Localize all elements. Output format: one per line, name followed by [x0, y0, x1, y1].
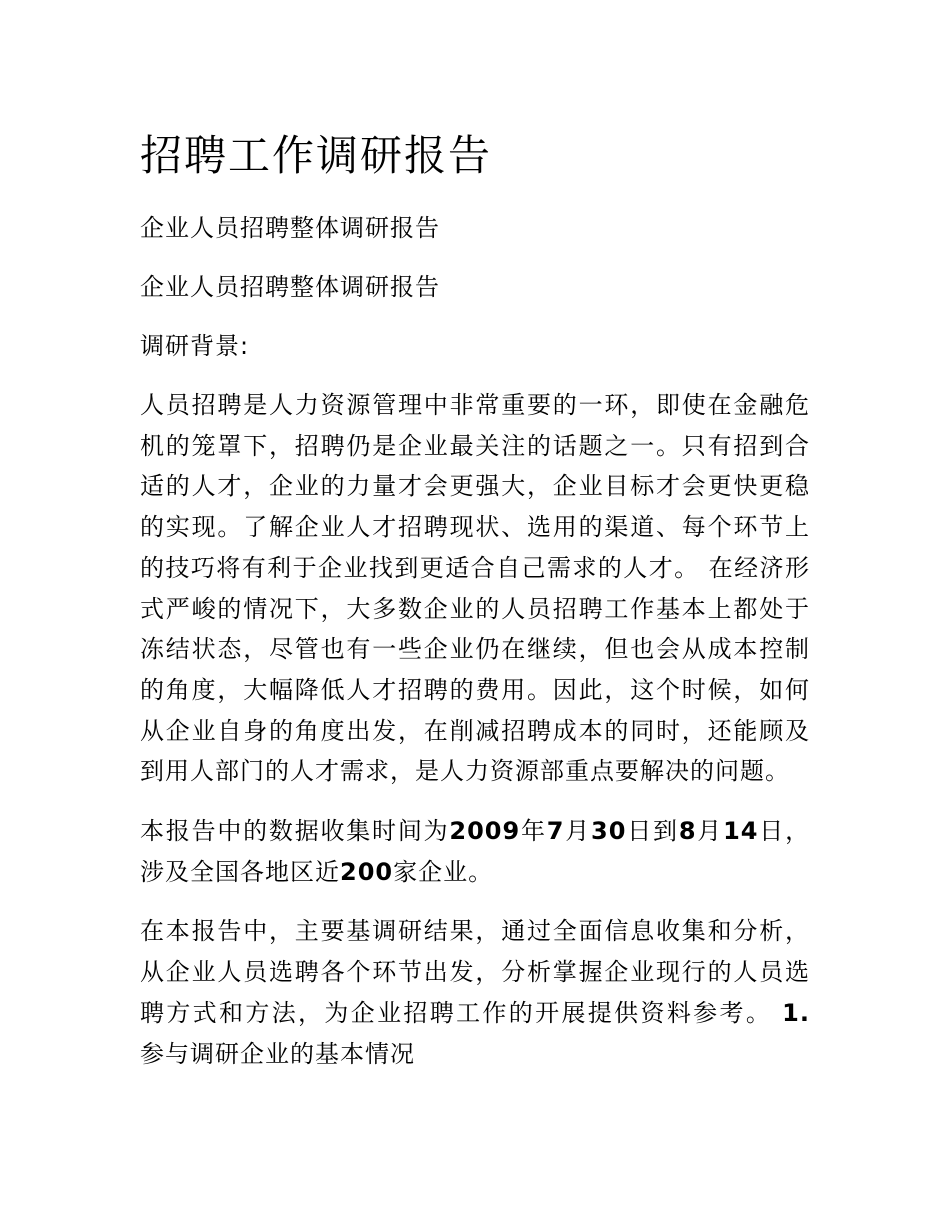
- subtitle-first: 企业人员招聘整体调研报告: [140, 214, 440, 242]
- paragraph-report-scope: [140, 911, 810, 1074]
- paragraph-data-period: [140, 811, 810, 892]
- start-day-value: 30: [591, 817, 627, 846]
- end-month-value: 8: [678, 817, 697, 846]
- end-day-value: 14: [723, 817, 759, 846]
- section-heading: 参与调研企业的基本情况: [140, 1039, 415, 1068]
- text-segment: 年: [520, 817, 547, 846]
- section-label-background: 调研背景:: [140, 332, 250, 360]
- company-count-value: 200: [340, 857, 394, 886]
- document-page: [140, 128, 810, 1093]
- section-number: 1.: [782, 998, 810, 1027]
- subtitle-second: 企业人员招聘整体调研报告: [140, 273, 440, 301]
- text-segment: 家企业。: [393, 857, 494, 886]
- text-segment: 月: [564, 817, 592, 846]
- document-title: 招聘工作调研报告: [140, 131, 493, 180]
- start-month-value: 7: [546, 817, 565, 846]
- text-segment: 日，涉及全国各地区近: [140, 817, 811, 886]
- text-segment: 在本报告中，主要基调研结果，通过全面信息收集和分析，从企业人员选聘各个环节出发，分析掌握企业现行的人员选聘方式和方法，为企业招聘工作的开展提供资料参考。: [140, 917, 810, 1027]
- text-segment: 日到: [626, 817, 679, 846]
- text-segment: 本报告中的数据收集时间为: [140, 817, 450, 846]
- paragraph-background: 人员招聘是人力资源管理中非常重要的一环，即使在金融危机的笼罩下，招聘仍是企业最关注的话题之一。只有招到合适的人才，企业的力量才会更强大，企业目标才会更快更稳的实现。了解企业人才招聘现状、选用的渠道、每个环节上的技巧将有利于企业找到更适合自己需求的人才。 在经济形式严峻的情况下，大多数企业的人员招聘工作基本上都处于冻结状态，尽管也有一些企业仍在继续，但也会从成本控制的角度，大幅降低人才招聘的费用。因此，这个时候，如何从企业自身的角度出发，在削减招聘成本的同时，还能顾及到用人部门的人才需求，是人力资源部重点要解决的问题。: [140, 391, 810, 786]
- year-value: 2009: [449, 817, 521, 846]
- text-segment: 月: [696, 817, 724, 846]
